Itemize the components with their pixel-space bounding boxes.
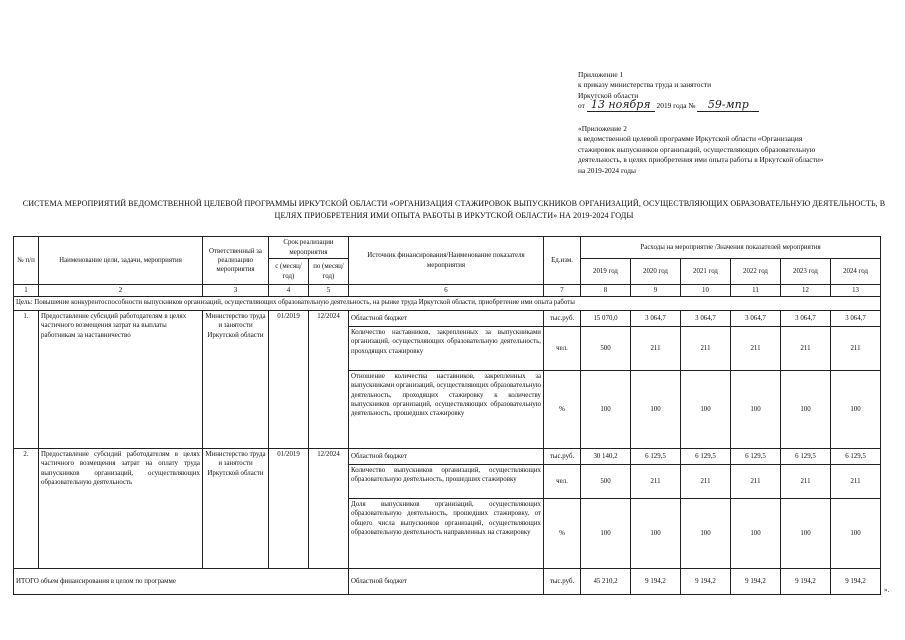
item-responsible: Министерство труда и занятости Иркутской области bbox=[203, 311, 269, 449]
value-cell: 500 bbox=[581, 327, 631, 371]
appendix1-line: Приложение 1 bbox=[578, 70, 624, 79]
row-unit: тыс.руб. bbox=[544, 449, 581, 465]
item-responsible: Министерство труда и занятости Иркутской области bbox=[203, 449, 269, 569]
column-number: 10 bbox=[681, 285, 731, 297]
row-label: Отношение количества наставников, закрепленных за выпускниками организаций, осуществляющих образовательную деятельность, проходящих стажировку к количеству выпускников организаций, осуществляющих образовательную деятельность, прошедших стажировку bbox=[349, 371, 544, 449]
item-number: 1. bbox=[14, 311, 39, 449]
value-cell: 211 bbox=[731, 327, 781, 371]
column-number: 8 bbox=[581, 285, 631, 297]
value-cell: 211 bbox=[681, 465, 731, 499]
header-year: 2021 год bbox=[681, 259, 731, 285]
value-cell: 211 bbox=[631, 465, 681, 499]
row-unit: % bbox=[544, 499, 581, 569]
value-cell: 211 bbox=[831, 465, 881, 499]
closing-quote-mark: ». bbox=[884, 586, 890, 594]
total-value: 9 194,2 bbox=[831, 569, 881, 595]
value-cell: 100 bbox=[731, 371, 781, 449]
item-term-from: 01/2019 bbox=[269, 449, 309, 569]
header-term-from: с (месяц/ год) bbox=[269, 259, 309, 285]
value-cell: 211 bbox=[781, 465, 831, 499]
header-term-to: по (месяц/ год) bbox=[309, 259, 349, 285]
program-line: на 2019-2024 годы bbox=[578, 165, 637, 175]
total-value: 9 194,2 bbox=[781, 569, 831, 595]
value-cell: 211 bbox=[831, 327, 881, 371]
order-line: к приказу министерства труда и занятости bbox=[578, 80, 712, 90]
region-line: Иркутской области bbox=[578, 90, 639, 100]
table-row bbox=[14, 449, 881, 465]
total-value: 45 210,2 bbox=[581, 569, 631, 595]
document-title: СИСТЕМА МЕРОПРИЯТИЙ ВЕДОМСТВЕННОЙ ЦЕЛЕВОЙ ПРОГРАММЫ ИРКУТСКОЙ ОБЛАСТИ «ОРГАНИЗАЦИЯ СТАЖИРОВОК ВЫПУСКНИКОВ ОРГАНИЗАЦИЙ, ОСУЩЕСТВЛЯЮЩИХ ОБРАЗОВАТЕЛЬНУЮ ДЕЯТЕЛЬНОСТЬ, В ЦЕЛЯХ ПРИОБРЕТЕНИЯ ИМИ ОПЫТА РАБОТЫ В ИРКУТСКОЙ ОБЛАСТИ» НА 2019-2024 ГОДЫ bbox=[22, 199, 886, 220]
header-unit: Ед.изм. bbox=[544, 237, 581, 285]
header-responsible: Ответственный за реализацию мероприятия bbox=[203, 237, 269, 285]
table-row bbox=[14, 311, 881, 327]
total-value: 9 194,2 bbox=[681, 569, 731, 595]
value-cell: 100 bbox=[831, 371, 881, 449]
column-number: 6 bbox=[349, 285, 544, 297]
header-year: 2022 год bbox=[731, 259, 781, 285]
value-cell: 100 bbox=[731, 499, 781, 569]
row-label: Доля выпускников организаций, осуществляющих образовательную деятельность, прошедших стажировку, от общего числа выпускников организаций, осуществляющих образовательную деятельность направленных на стажировку bbox=[349, 499, 544, 569]
item-name: Предоставление субсидий работодателям в целях частичного возмещения затрат на оплату труда выпускников организаций, осуществляющих образовательную деятельность bbox=[39, 449, 203, 569]
value-cell: 100 bbox=[581, 499, 631, 569]
item-number: 2. bbox=[14, 449, 39, 569]
total-label: ИТОГО объем финансирования в целом по программе bbox=[14, 569, 349, 595]
row-unit: чел. bbox=[544, 327, 581, 371]
appendix2-line: «Приложение 2 bbox=[578, 124, 627, 133]
value-cell: 100 bbox=[631, 371, 681, 449]
column-number: 4 bbox=[269, 285, 309, 297]
order-date-line bbox=[578, 100, 759, 111]
row-label: Количество выпускников организаций, осуществляющих образовательную деятельность, прошедших стажировку bbox=[349, 465, 544, 499]
row-label: Количество наставников, закрепленных за выпускниками организаций, осуществляющих образовательную деятельность, проходящих стажировку bbox=[349, 327, 544, 371]
appendix2-block bbox=[578, 124, 823, 176]
program-line: деятельность, в целях приобретения ими опыта работы в Иркутской области» bbox=[578, 155, 824, 165]
column-number: 7 bbox=[544, 285, 581, 297]
value-cell: 100 bbox=[781, 499, 831, 569]
total-row bbox=[14, 569, 881, 595]
header-expenses: Расходы на мероприятие /Значения показателей мероприятия bbox=[581, 237, 881, 259]
value-cell: 3 064,7 bbox=[631, 311, 681, 327]
item-term-to: 12/2024 bbox=[309, 311, 349, 449]
appendix-header bbox=[578, 70, 759, 112]
value-cell: 100 bbox=[831, 499, 881, 569]
header-year: 2019 год bbox=[581, 259, 631, 285]
goal-row bbox=[14, 297, 881, 311]
column-number: 11 bbox=[731, 285, 781, 297]
row-unit: тыс.руб. bbox=[544, 311, 581, 327]
header-year: 2023 год bbox=[781, 259, 831, 285]
column-number: 1 bbox=[14, 285, 39, 297]
total-source: Областной бюджет bbox=[349, 569, 544, 595]
header-num: № п/п bbox=[14, 237, 39, 285]
value-cell: 6 129,5 bbox=[681, 449, 731, 465]
value-cell: 3 064,7 bbox=[681, 311, 731, 327]
value-cell: 211 bbox=[781, 327, 831, 371]
value-cell: 6 129,5 bbox=[831, 449, 881, 465]
total-unit: тыс.руб. bbox=[544, 569, 581, 595]
handwritten-date: 13 ноября bbox=[587, 100, 655, 111]
value-cell: 100 bbox=[631, 499, 681, 569]
item-name: Предоставление субсидий работодателям в целях частичного возмещения затрат на выплаты работникам за наставничество bbox=[39, 311, 203, 449]
value-cell: 15 070,0 bbox=[581, 311, 631, 327]
column-number: 12 bbox=[781, 285, 831, 297]
header-year: 2020 год bbox=[631, 259, 681, 285]
value-cell: 100 bbox=[581, 371, 631, 449]
goal-text: Цель: Повышение конкурентоспособности выпускников организаций, осуществляющих образовательную деятельность, на рынке труда Иркутской области, приобретение ими опыта работы bbox=[14, 297, 881, 311]
value-cell: 30 140,2 bbox=[581, 449, 631, 465]
value-cell: 211 bbox=[731, 465, 781, 499]
value-cell: 6 129,5 bbox=[781, 449, 831, 465]
from-prefix: от bbox=[578, 101, 585, 111]
year-text: 2019 года № bbox=[656, 101, 696, 111]
header-term: Срок реализации мероприятия bbox=[269, 237, 349, 259]
value-cell: 3 064,7 bbox=[731, 311, 781, 327]
value-cell: 100 bbox=[681, 499, 731, 569]
handwritten-number: 59-мпр bbox=[697, 100, 759, 111]
value-cell: 3 064,7 bbox=[781, 311, 831, 327]
activities-table bbox=[13, 236, 881, 595]
total-value: 9 194,2 bbox=[731, 569, 781, 595]
header-year: 2024 год bbox=[831, 259, 881, 285]
program-line: к ведомственной целевой программе Иркутской области «Организация bbox=[578, 134, 803, 144]
row-unit: % bbox=[544, 371, 581, 449]
column-numbers-row bbox=[14, 285, 881, 297]
total-value: 9 194,2 bbox=[631, 569, 681, 595]
value-cell: 211 bbox=[631, 327, 681, 371]
column-number: 5 bbox=[309, 285, 349, 297]
value-cell: 211 bbox=[681, 327, 731, 371]
column-number: 13 bbox=[831, 285, 881, 297]
program-line: стажировок выпускников организаций, осуществляющих образовательную bbox=[578, 144, 816, 154]
value-cell: 6 129,5 bbox=[731, 449, 781, 465]
value-cell: 3 064,7 bbox=[831, 311, 881, 327]
header-source: Источник финансирования/Наименование показателя мероприятия bbox=[349, 237, 544, 285]
row-label: Областной бюджет bbox=[349, 449, 544, 465]
value-cell: 6 129,5 bbox=[631, 449, 681, 465]
row-unit: чел. bbox=[544, 465, 581, 499]
value-cell: 100 bbox=[781, 371, 831, 449]
column-number: 9 bbox=[631, 285, 681, 297]
value-cell: 500 bbox=[581, 465, 631, 499]
value-cell: 100 bbox=[681, 371, 731, 449]
item-term-to: 12/2024 bbox=[309, 449, 349, 569]
header-row bbox=[14, 237, 881, 259]
column-number: 3 bbox=[203, 285, 269, 297]
item-term-from: 01/2019 bbox=[269, 311, 309, 449]
header-name: Наименование цели, задачи, мероприятия bbox=[39, 237, 203, 285]
row-label: Областной бюджет bbox=[349, 311, 544, 327]
column-number: 2 bbox=[39, 285, 203, 297]
